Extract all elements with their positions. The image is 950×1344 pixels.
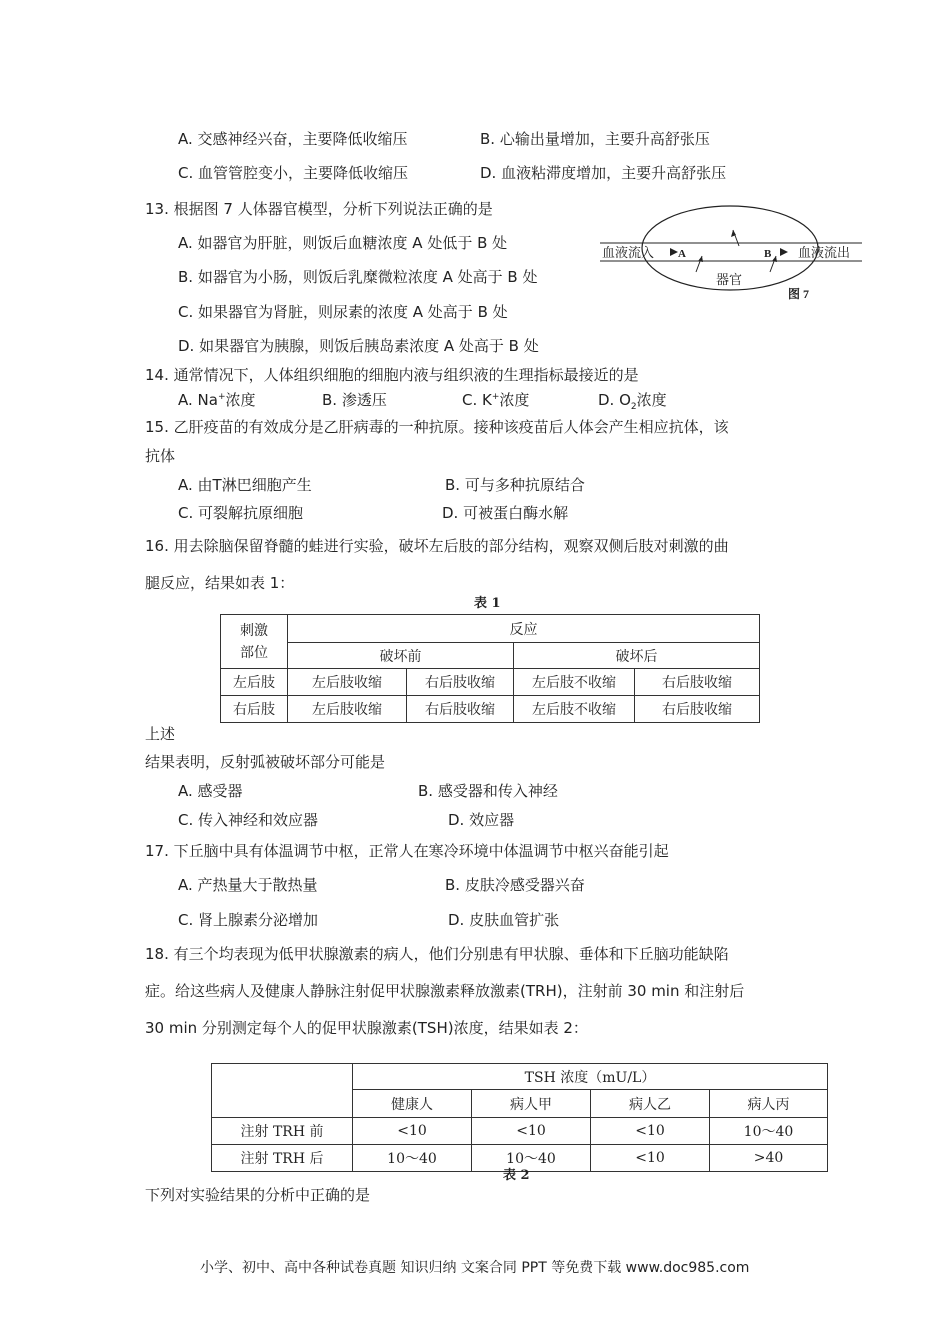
- q18-stem-line1: 18. 有三个均表现为低甲状腺激素的病人，他们分别患有甲状腺、垂体和下丘脑功能缺陷: [145, 945, 729, 963]
- q17-stem: 17. 下丘脑中具有体温调节中枢，正常人在寒冷环境中体温调节中枢兴奋能引起: [145, 842, 669, 860]
- q16-option-c: C. 传入神经和效应器: [178, 811, 319, 829]
- table-1-cell: 右后肢收缩: [407, 669, 514, 696]
- table-1-cell: 右后肢收缩: [635, 696, 760, 723]
- q12-option-c: C. 血管管腔变小，主要降低收缩压: [178, 164, 409, 182]
- q14-stem: 14. 通常情况下，人体组织细胞的细胞内液与组织液的生理指标最接近的是: [145, 366, 639, 384]
- table-2-cell: 10～40: [353, 1145, 472, 1172]
- q16-option-b: B. 感受器和传入神经: [418, 782, 558, 800]
- table-1: [220, 614, 760, 723]
- q17-option-c: C. 肾上腺素分泌增加: [178, 911, 319, 929]
- q18-stem-line2: 症。给这些病人及健康人静脉注射促甲状腺激素释放激素(TRH)，注射前 30 min 和注射后: [145, 982, 745, 1000]
- table-2: [211, 1063, 828, 1172]
- table-2-row-label: 注射 TRH 前: [212, 1118, 353, 1145]
- q17-option-d: D. 皮肤血管扩张: [448, 911, 560, 929]
- q16-stem-line2: 腿反应，结果如表 1：: [145, 574, 295, 592]
- q12-option-b: B. 心输出量增加，主要升高舒张压: [480, 130, 710, 148]
- table-1-cell: 左后肢收缩: [288, 696, 407, 723]
- table-1-after: 破坏后: [514, 643, 760, 669]
- table-1-cell: 左后肢: [221, 669, 288, 696]
- table-1-cell: 右后肢收缩: [635, 669, 760, 696]
- table-2-column-header: 病人乙: [591, 1090, 710, 1118]
- q17-option-b: B. 皮肤冷感受器兴奋: [445, 876, 585, 894]
- q15-stem-line2: 抗体: [145, 447, 176, 465]
- q18-stem-line3: 30 min 分别测定每个人的促甲状腺激素(TSH)浓度，结果如表 2：: [145, 1019, 588, 1037]
- fig7-outflow: 血液流出: [798, 245, 851, 260]
- q14-option-a: A. Na+浓度: [178, 391, 256, 409]
- table-2-caption: 表 2: [503, 1168, 530, 1183]
- table-2-cell: 10～40: [710, 1118, 828, 1145]
- q13-option-d: D. 如果器官为胰腺，则饭后胰岛素浓度 A 处高于 B 处: [178, 337, 539, 355]
- table-2-column-header: 病人甲: [472, 1090, 591, 1118]
- table-1-cell: 左后肢收缩: [288, 669, 407, 696]
- q16-stem-line1: 16. 用去除脑保留脊髓的蛙进行实验，破坏左后肢的部分结构，观察双侧后肢对刺激的曲: [145, 537, 729, 555]
- q17-option-a: A. 产热量大于散热量: [178, 876, 318, 894]
- q18-after: 下列对实验结果的分析中正确的是: [145, 1186, 371, 1204]
- table-2-cell: <10: [591, 1118, 710, 1145]
- table-2-column-header: 病人丙: [710, 1090, 828, 1118]
- q15-stem-line1: 15. 乙肝疫苗的有效成分是乙肝病毒的一种抗原。接种该疫苗后人体会产生相应抗体，该: [145, 418, 729, 436]
- fig7-caption: 图 7: [788, 287, 810, 301]
- page-footer: 小学、初中、高中各种试卷真题 知识归纳 文案合同 PPT 等免费下载 www.doc985.com: [200, 1260, 750, 1276]
- table-2-cell: 10～40: [472, 1145, 591, 1172]
- table-2-corner: [212, 1064, 353, 1118]
- table-2-cell: <10: [353, 1118, 472, 1145]
- q13-stem: 13. 根据图 7 人体器官模型，分析下列说法正确的是: [145, 200, 493, 218]
- table-1-caption: 表 1: [474, 596, 501, 611]
- fig7-label-a: A: [678, 248, 686, 260]
- q16-after-line1: 上述: [145, 725, 176, 743]
- q12-option-d: D. 血液粘滞度增加，主要升高舒张压: [480, 164, 727, 182]
- table-1-cell: 右后肢收缩: [407, 696, 514, 723]
- q13-option-c: C. 如果器官为肾脏，则尿素的浓度 A 处高于 B 处: [178, 303, 508, 321]
- fig7-label-b: B: [764, 248, 772, 260]
- q15-option-a: A. 由T淋巴细胞产生: [178, 476, 312, 494]
- table-1-corner: [221, 615, 288, 669]
- q13-option-a: A. 如器官为肝脏，则饭后血糖浓度 A 处低于 B 处: [178, 234, 508, 252]
- table-2-column-header: 健康人: [353, 1090, 472, 1118]
- table-1-cell: 左后肢不收缩: [514, 696, 635, 723]
- fig7-organ: 器官: [716, 272, 743, 287]
- q16-option-d: D. 效应器: [448, 811, 515, 829]
- q14-option-d: D. $O_2$浓度: [598, 391, 667, 412]
- table-1-corner-text: 刺激 部位: [240, 622, 268, 661]
- q14-option-c: C. K+浓度: [462, 391, 530, 409]
- table-1-before: 破坏前: [288, 643, 514, 669]
- q14-option-b: B. 渗透压: [322, 391, 387, 409]
- table-1-cell: 右后肢: [221, 696, 288, 723]
- q15-option-d: D. 可被蛋白酶水解: [442, 504, 569, 522]
- q13-option-b: B. 如器官为小肠，则饭后乳糜微粒浓度 A 处高于 B 处: [178, 268, 538, 286]
- table-2-header: TSH 浓度（mU/L）: [353, 1064, 828, 1090]
- table-2-cell: <10: [472, 1118, 591, 1145]
- q15-option-c: C. 可裂解抗原细胞: [178, 504, 304, 522]
- table-1-cell: 左后肢不收缩: [514, 669, 635, 696]
- table-1-header: 反应: [288, 615, 760, 643]
- table-2-row-label: 注射 TRH 后: [212, 1145, 353, 1172]
- q16-after-line2: 结果表明，反射弧被破坏部分可能是: [145, 753, 386, 771]
- q12-option-a: A. 交感神经兴奋，主要降低收缩压: [178, 130, 408, 148]
- figure-7-organ-model: [600, 200, 862, 310]
- fig7-inflow: 血液流入: [602, 245, 655, 260]
- q15-option-b: B. 可与多种抗原结合: [445, 476, 585, 494]
- table-2-cell: <10: [591, 1145, 710, 1172]
- table-2-cell: >40: [710, 1145, 828, 1172]
- q16-option-a: A. 感受器: [178, 782, 243, 800]
